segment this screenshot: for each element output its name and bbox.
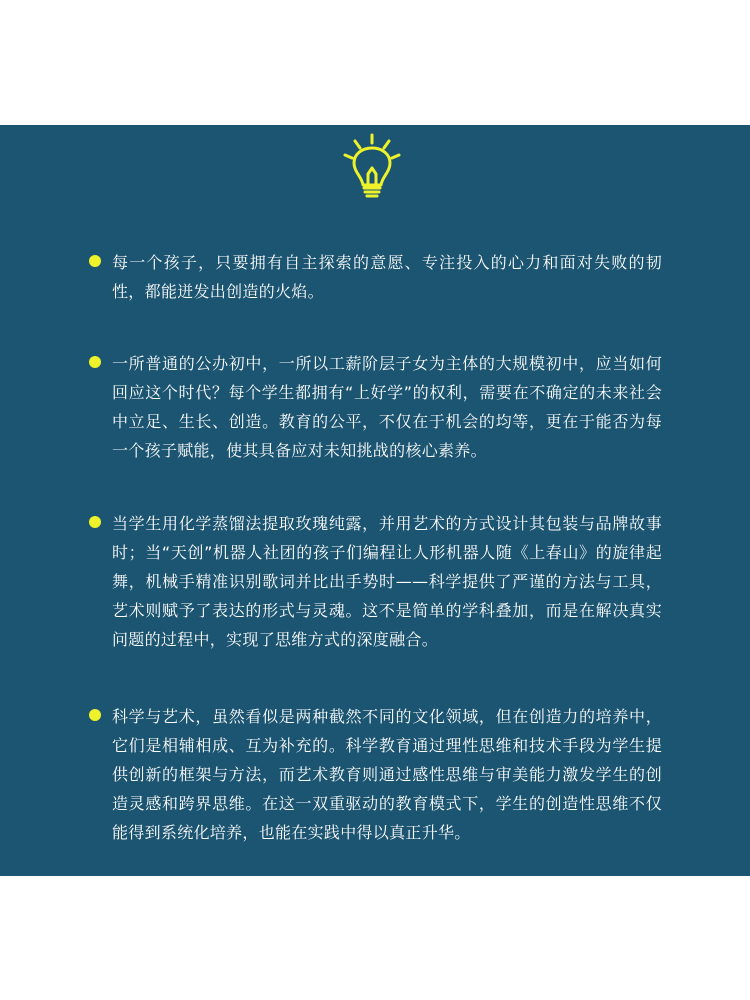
paragraph: 每一个孩子，只要拥有自主探索的意愿、专注投入的心力和面对失败的韧性，都能迸发出创造的火焰。 [112, 253, 662, 301]
lightbulb-icon [340, 130, 404, 202]
paragraph: 科学与艺术，虽然看似是两种截然不同的文化领域，但在创造力的培养中，它们是相辅相成、互为补充的。科学教育通过理性思维和技术手段为学生提供创新的框架与方法，而艺术教育则通过感性思维与审美能力激发学生的创造灵感和跨界思维。在这一双重驱动的教育模式下，学生的创造性思维不仅能得到系统化培养，也能在实践中得以真正升华。 [112, 707, 662, 842]
bullet-dot [89, 709, 101, 721]
paragraph: 当学生用化学蒸馏法提取玫瑰纯露，并用艺术的方式设计其包装与品牌故事时；当“天创”机器人社团的孩子们编程让人形机器人随《上春山》的旋律起舞，机械手精准识别歌词并比出手势时——科学提供了严谨的方法与工具，艺术则赋予了表达的形式与灵魂。这不是简单的学科叠加，而是在解决真实问题的过程中，实现了思维方式的深度融合。 [112, 514, 662, 649]
bullet-dot [89, 516, 101, 528]
paragraph: 一所普通的公办初中，一所以工薪阶层子女为主体的大规模初中，应当如何回应这个时代？每个学生都拥有“上好学”的权利，需要在不确定的未来社会中立足、生长、创造。教育的公平，不仅在于机会的均等，更在于能否为每一个孩子赋能，使其具备应对未知挑战的核心素养。 [112, 354, 662, 460]
bullet-dot [89, 255, 101, 267]
bullet-dot [89, 356, 101, 368]
